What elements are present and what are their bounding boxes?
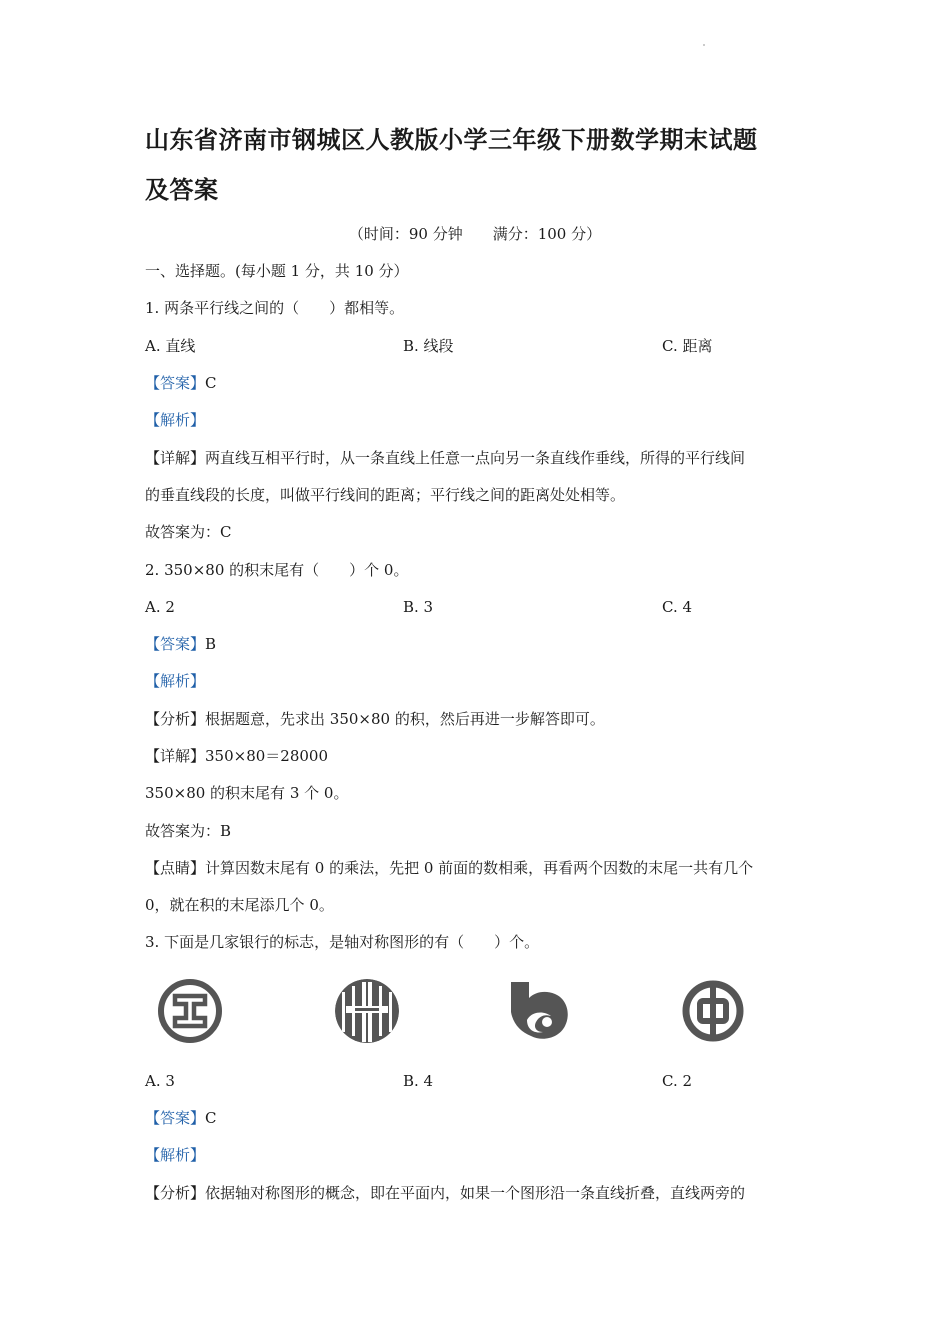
q2-dianjing-text1: 计算因数末尾有 0 的乘法，先把 0 前面的数相乘，再看两个因数的末尾一共有几个 [205, 859, 754, 877]
q3-option-a: A. 3 [145, 1072, 175, 1090]
q3-option-c: C. 2 [662, 1072, 693, 1090]
section-heading: 一、选择题。(每小题 1 分，共 10 分） [145, 262, 409, 280]
q1-analysis-tag [145, 410, 205, 430]
page-mark [703, 44, 705, 46]
q1-option-a: A. 直线 [145, 337, 196, 355]
q2-answer [145, 634, 216, 654]
q1-option-b: B. 线段 [403, 337, 454, 355]
q1-option-c: C. 距离 [662, 337, 713, 355]
q2-dianjing-line2: 0，就在积的末尾添几个 0。 [145, 896, 334, 914]
q3-fenxi [145, 1183, 745, 1203]
q3-stem: 3. 下面是几家银行的标志，是轴对称图形的有（ ）个。 [145, 933, 540, 951]
boc-logo-icon [678, 976, 748, 1046]
q1-conclusion: 故答案为：C [145, 523, 232, 541]
q2-option-a: A. 2 [145, 598, 175, 616]
q2-detail-text: 350×80＝28000 [205, 747, 329, 765]
q2-detail2: 350×80 的积末尾有 3 个 0。 [145, 784, 349, 802]
q3-fenxi-text: 依据轴对称图形的概念，即在平面内，如果一个图形沿一条直线折叠，直线两旁的 [205, 1184, 746, 1202]
q2-option-b: B. 3 [403, 598, 434, 616]
analysis-tag: 【解析】 [145, 1146, 206, 1164]
q2-stem: 2. 350×80 的积末尾有（ ）个 0。 [145, 561, 409, 579]
analysis-tag: 【解析】 [145, 411, 206, 429]
q2-analysis-tag [145, 671, 205, 691]
q1-detail-line1 [145, 448, 745, 468]
document-title-line2: 及答案 [145, 176, 219, 204]
q2-option-c: C. 4 [662, 598, 693, 616]
citic-logo-icon [332, 976, 402, 1046]
q1-detail-line2: 的垂直线段的长度，叫做平行线间的距离；平行线之间的距离处处相等。 [145, 486, 626, 504]
detail-tag: 【详解】 [145, 449, 206, 467]
q1-answer-value: C [205, 374, 217, 392]
q3-option-b: B. 4 [403, 1072, 434, 1090]
q3-answer-value: C [205, 1109, 217, 1127]
q2-answer-value: B [205, 635, 217, 653]
q2-fenxi-text: 根据题意，先求出 350×80 的积，然后再进一步解答即可。 [205, 710, 605, 728]
fenxi-tag: 【分析】 [145, 710, 206, 728]
document-title-line1: 山东省济南市钢城区人教版小学三年级下册数学期末试题 [145, 126, 758, 154]
detail-tag: 【详解】 [145, 747, 206, 765]
q3-answer [145, 1108, 217, 1128]
analysis-tag: 【解析】 [145, 672, 206, 690]
answer-tag: 【答案】 [145, 1109, 206, 1127]
exam-info: （时间：90 分钟 满分：100 分） [348, 225, 602, 243]
q1-detail-text1: 两直线互相平行时，从一条直线上任意一点向另一条直线作垂线，所得的平行线间 [205, 449, 746, 467]
ccb-logo-icon [503, 976, 573, 1046]
dianjing-tag: 【点睛】 [145, 859, 206, 877]
q1-answer [145, 373, 217, 393]
q2-fenxi [145, 709, 605, 729]
answer-tag: 【答案】 [145, 635, 206, 653]
q2-detail [145, 746, 328, 766]
answer-tag: 【答案】 [145, 374, 206, 392]
fenxi-tag: 【分析】 [145, 1184, 206, 1202]
q1-stem: 1. 两条平行线之间的（ ）都相等。 [145, 299, 405, 317]
q2-dianjing-line1 [145, 858, 753, 878]
icbc-logo-icon [155, 976, 225, 1046]
q3-analysis-tag [145, 1145, 205, 1165]
q2-conclusion: 故答案为：B [145, 822, 232, 840]
